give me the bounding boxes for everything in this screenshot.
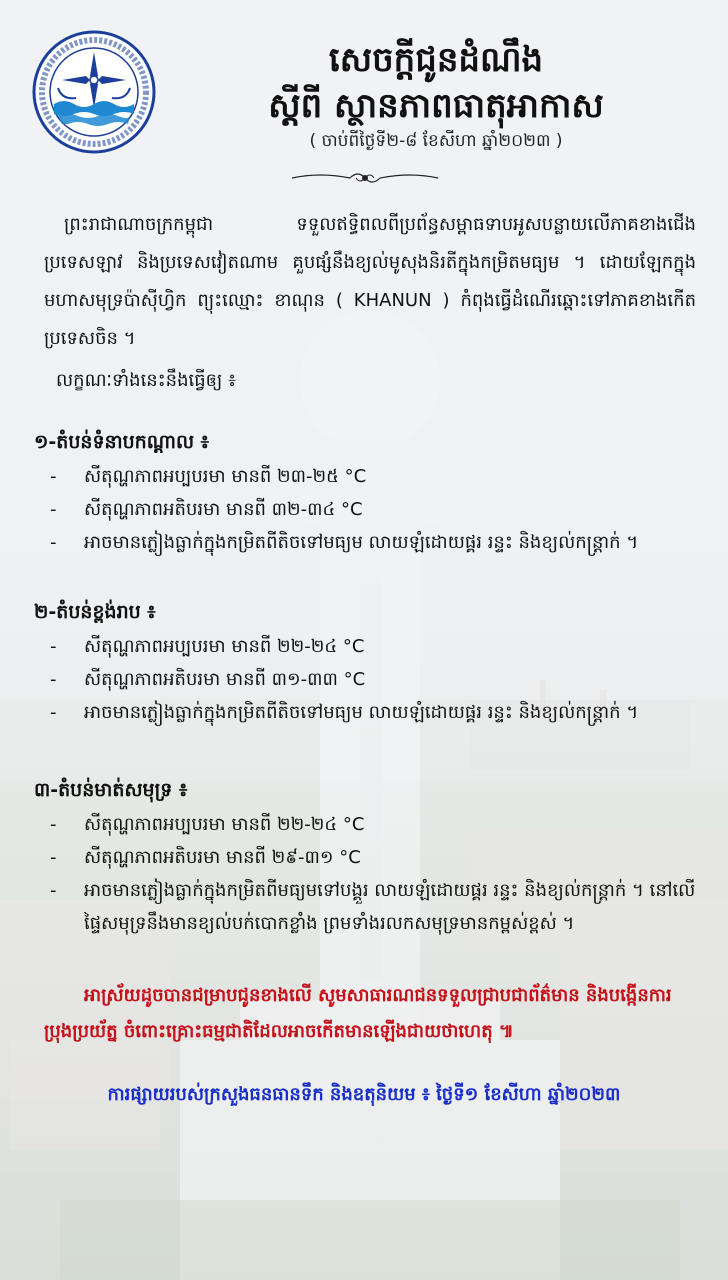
region-central-lowland (34, 424, 704, 559)
announcement-title: សេចក្ដីជូនដំណឹង (328, 40, 544, 80)
warning-notice: អាស្រ័យដូចបានជម្រាបជូនខាងលើ សូមសាធារណជនទទួលជ្រាបជាព័ត៌មាន និងបង្កើនការប្រុងប្រយ័ត្ន ចំពោះគ្រោះធម្មជាតិដែលអាចកើតមានឡើងជាយថាហេតុ ៕ (44, 985, 672, 1042)
lead-text: លក្ខណៈទាំងនេះនឹងធ្វើឲ្យ ៖ (56, 370, 237, 391)
max-temperature: - សីតុណ្ហភាពអតិបរមា មានពី ៣១-៣៣ °C (34, 663, 704, 696)
rain-forecast: - អាចមានភ្លៀងធ្លាក់ក្នុងកម្រិតពីមធ្យមទៅបង្គួរ លាយឡំដោយផ្គរ រន្ទះ និងខ្យល់កន្ត្រាក់ ។ នៅលើផ្ទៃសមុទ្រនឹងមានខ្យល់បក់បោកខ្លាំង ព្រមទាំងរលកសមុទ្រមានកម្ពស់ខ្ពស់ ។ (34, 874, 704, 940)
region-plateau (34, 594, 704, 729)
min-temperature: - សីតុណ្ហភាពអប្បបរមា មានពី ២២-២៤ °C (34, 808, 704, 841)
min-temperature: - សីតុណ្ហភាពអប្បបរមា មានពី ២២-២៤ °C (34, 630, 704, 663)
divider-ornament (290, 168, 440, 188)
min-temperature: - សីតុណ្ហភាពអប្បបរមា មានពី ២៣-២៥ °C (34, 460, 704, 493)
rain-forecast: - អាចមានភ្លៀងធ្លាក់ក្នុងកម្រិតពីតិចទៅមធ្យម លាយឡំដោយផ្គរ រន្ទះ និងខ្យល់កន្ត្រាក់ ។ (34, 696, 704, 729)
source-line: ការផ្សាយរបស់ក្រសួងធនធានទឹក និងឧតុនិយម ៖ ថ្ងៃទី១ ខែសីហា ឆ្នាំ២០២៣ (107, 1084, 621, 1105)
region-title: ២-តំបន់ខ្ពង់រាប ៖ (34, 601, 156, 623)
ministry-logo (32, 30, 156, 154)
max-temperature: - សីតុណ្ហភាពអតិបរមា មានពី ២៩-៣១ °C (34, 841, 704, 874)
max-temperature: - សីតុណ្ហភាពអតិបរមា មានពី ៣២-៣៤ °C (34, 493, 704, 526)
region-title: ៣-តំបន់មាត់សមុទ្រ ៖ (34, 779, 188, 801)
region-title: ១-តំបន់ទំនាបកណ្ដាល ៖ (34, 431, 209, 453)
rain-forecast: - អាចមានភ្លៀងធ្លាក់ក្នុងកម្រិតពីតិចទៅមធ្យម លាយឡំដោយផ្គរ រន្ទះ និងខ្យល់កន្ត្រាក់ ។ (34, 526, 704, 559)
intro-paragraph: ព្រះរាជាណាចក្រកម្ពុជា ទទួលឥទ្ធិពលពីប្រព័ន្ធសម្ពាធទាបអូសបន្លាយលើភាគខាងជើងប្រទេសឡាវ និងប្រទេសវៀតណាម គួបផ្សំនឹងខ្យល់មូសុងនិរតីក្នុងកម្រិតមធ្យម ។ ដោយឡែកក្នុងមហាសមុទ្រប៉ាស៊ីហ្វិក ព្យុះឈ្មោះ ខាណុន ( KHANUN ) កំពុងធ្វើដំណើរឆ្ពោះទៅភាគខាងកើតប្រទេសចិន ។ (44, 214, 696, 349)
region-coastal (34, 772, 704, 940)
announcement-subject: ស្ដីពី ស្ថានភាពធាតុអាកាស (268, 86, 604, 126)
forecast-period: ( ចាប់ពីថ្ងៃទី២-៨ ខែសីហា ឆ្នាំ២០២៣ ) (309, 131, 563, 151)
